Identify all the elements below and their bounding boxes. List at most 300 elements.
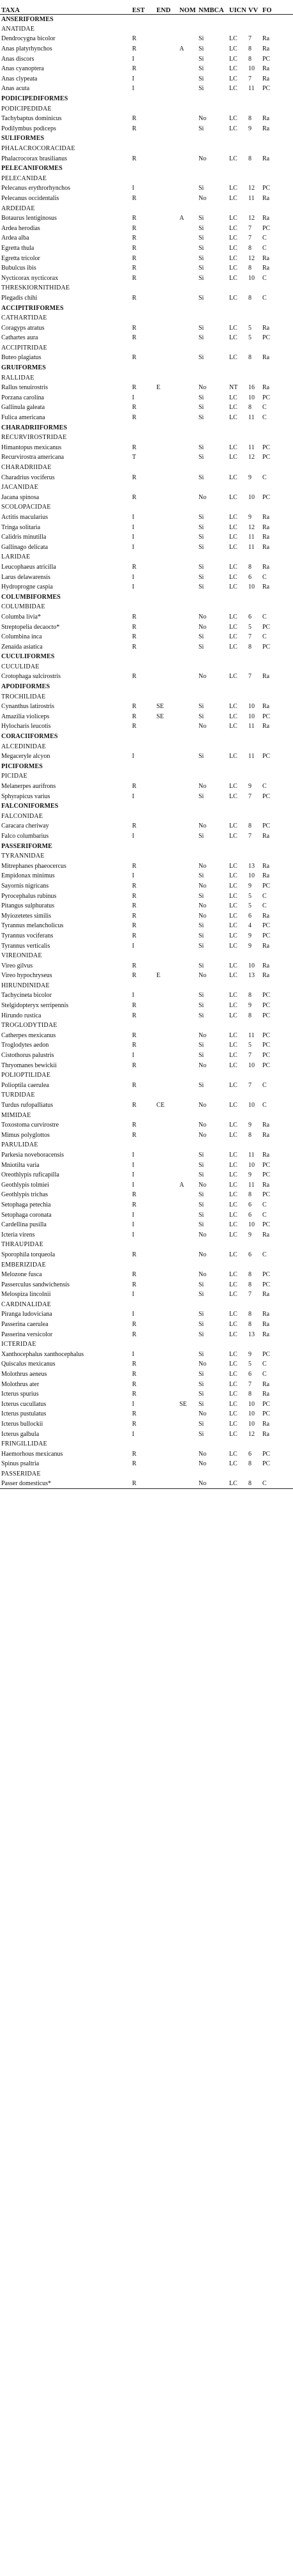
cell-fo: Ra [262,35,270,43]
cell-est: I [132,792,135,800]
cell-fo [261,164,293,174]
cell-end [155,1309,178,1320]
cell-nmbca: Si [199,534,204,541]
cell-fo: Ra [262,215,270,222]
species-row [0,831,293,842]
cell-est: I [132,583,135,591]
cell-fo: PC [262,454,271,461]
cell-end [155,582,178,592]
cell-taxa: PICIDAE [1,773,27,780]
cell-taxa: TYRANNIDAE [1,852,45,860]
cell-taxa: Icteria virens [1,1231,35,1238]
cell-nom [178,702,197,712]
cell-vv: 8 [248,55,252,63]
cell-vv [247,552,261,562]
cell-fo [261,343,293,353]
cell-nmbca: Si [199,1042,204,1049]
cell-nmbca: Si [199,523,204,531]
cell-vv: 5 [248,623,252,631]
cell-vv: 13 [248,862,255,870]
cell-nmbca: No [199,1361,207,1368]
cell-fo: Ra [262,1330,270,1338]
cell-fo: C [262,1081,267,1089]
cell-nom [178,1260,197,1270]
cell-nmbca: Si [199,404,204,412]
cell-uicn: LC [229,354,237,362]
cell-vv [247,801,261,812]
cell-taxa: Gallinula galeata [1,404,45,412]
cell-uicn: LC [229,1281,237,1288]
cell-nom [178,602,197,612]
cell-nmbca: Si [199,294,204,302]
cell-taxa: Catherpes mexicanus [1,1031,56,1039]
cell-taxa: Mimus polyglottos [1,1131,50,1139]
order-row [0,164,293,174]
cell-uicn [228,682,247,692]
cell-taxa: Pyrocephalus rubinus [1,892,57,900]
cell-nmbca: No [199,972,207,980]
cell-taxa: Geothlypis trichas [1,1191,49,1199]
cell-end [155,622,178,632]
cell-nom [178,991,197,1001]
cell-uicn [228,812,247,822]
family-row [0,482,293,493]
cell-vv [247,164,261,174]
cell-end [155,273,178,283]
cell-vv: 6 [248,1201,252,1208]
species-row [0,721,293,732]
cell-taxa: POLIOPTILIDAE [1,1072,51,1079]
cell-taxa: Hirundo rustica [1,1012,41,1019]
cell-uicn: LC [229,1221,237,1229]
cell-nmbca: Si [199,892,204,900]
cell-nom [178,1081,197,1091]
cell-uicn: LC [229,1161,237,1169]
cell-end [155,363,178,373]
species-row [0,921,293,931]
cell-end [155,891,178,901]
cell-est: I [132,992,135,999]
cell-est: I [132,185,135,192]
cell-fo: C [262,902,267,910]
cell-nmbca: Si [199,543,204,551]
species-row [0,1031,293,1041]
species-row [0,1220,293,1230]
cell-nmbca [197,24,228,35]
cell-uicn: LC [229,912,237,920]
cell-fo: PC [262,334,271,342]
family-row [0,104,293,114]
cell-end [155,293,178,304]
cell-end [155,1290,178,1300]
order-row [0,592,293,602]
cell-end [155,562,178,573]
cell-fo: Ra [262,513,270,521]
cell-vv [247,1070,261,1081]
cell-nom [178,1369,197,1380]
cell-nom [178,1419,197,1430]
cell-vv: 8 [247,1479,261,1489]
cell-nmbca: Si [199,235,204,242]
table-body [0,14,293,1489]
family-row [0,1021,293,1031]
cell-end [155,223,178,233]
header-fo: FO [261,0,293,14]
cell-vv [247,134,261,144]
cell-end [155,1339,178,1350]
cell-taxa: PASSERIFORME [1,842,52,850]
cell-nmbca: No [199,912,207,920]
cell-nom [178,174,197,184]
cell-uicn: LC [229,573,237,581]
cell-nom [178,223,197,233]
species-row [0,891,293,901]
cell-uicn: LC [229,1400,237,1408]
cell-nmbca: Si [199,703,204,711]
cell-taxa: Sayornis nigricans [1,882,49,890]
cell-fo [261,1339,293,1350]
cell-nom [178,413,197,423]
cell-fo: C [262,1371,267,1378]
cell-nom [178,851,197,861]
cell-taxa: Leucophaeus atricilla [1,563,56,571]
cell-nom [178,1290,197,1300]
family-row [0,552,293,562]
cell-est: R [132,1281,137,1288]
cell-fo: Ra [262,862,270,870]
cell-taxa: Icterus galbula [1,1430,40,1438]
cell-nmbca: Si [199,454,204,461]
cell-est: R [132,254,137,262]
cell-vv: 10 [248,583,255,591]
cell-vv: 7 [248,235,252,242]
species-row [0,1100,293,1111]
cell-end [155,114,178,124]
cell-est: I [132,534,135,541]
cell-uicn: LC [229,155,237,162]
species-row [0,452,293,463]
cell-uicn [228,502,247,513]
cell-vv: 11 [248,85,255,93]
cell-taxa: LARIDAE [1,553,31,561]
cell-uicn: LC [229,1361,237,1368]
cell-end [155,1220,178,1230]
cell-end [155,124,178,134]
cell-nom [178,712,197,722]
cell-fo: PC [262,1191,271,1199]
order-row [0,841,293,851]
cell-fo: PC [262,1221,271,1229]
cell-uicn [228,552,247,562]
cell-uicn: LC [229,443,237,451]
cell-nom [178,1359,197,1369]
cell-uicn: LC [229,523,237,531]
cell-uicn [228,662,247,672]
cell-est: R [132,1421,137,1428]
cell-end: SE [156,703,164,711]
cell-est: R [132,922,137,930]
cell-nom [178,812,197,822]
cell-end [155,422,178,433]
cell-end [155,871,178,881]
cell-taxa: Hydroprogne caspia [1,583,53,591]
cell-taxa: CORACIIFORMES [1,733,58,741]
cell-taxa: Melozone fusca [1,1271,42,1279]
cell-fo [261,313,293,323]
cell-nmbca: Si [199,792,204,800]
cell-uicn [228,134,247,144]
cell-end [155,1300,178,1310]
cell-nom [178,303,197,313]
cell-uicn: LC [229,265,237,272]
cell-est: I [132,1350,135,1358]
cell-est [131,303,155,313]
cell-taxa: FALCONIDAE [1,812,43,820]
cell-vv: 8 [248,354,252,362]
cell-vv: 7 [248,792,252,800]
cell-uicn: LC [229,414,237,422]
cell-taxa: GRUIFORMES [1,364,46,372]
cell-uicn [228,691,247,702]
cell-est [131,363,155,373]
cell-taxa: Ardea alba [1,235,29,242]
cell-nom [178,1389,197,1400]
cell-taxa: Bubulcus ibis [1,265,36,272]
cell-nom: A [179,1181,184,1189]
cell-est: R [132,1042,137,1049]
cell-vv: 11 [248,543,255,551]
cell-vv: 12 [248,454,255,461]
species-row [0,323,293,333]
cell-taxa: TROGLODYTIDAE [1,1022,57,1030]
cell-vv [247,373,261,383]
cell-nmbca [197,1300,228,1310]
cell-uicn: LC [229,563,237,571]
species-row [0,1210,293,1220]
cell-est: R [132,35,137,43]
cell-vv: 9 [248,513,252,521]
cell-taxa: Anas acuta [1,85,30,93]
cell-vv: 9 [248,783,252,791]
cell-nmbca: No [199,1031,207,1039]
cell-nom [178,502,197,513]
cell-fo [261,502,293,513]
cell-taxa: VIREONIDAE [1,952,42,960]
cell-end [155,642,178,652]
cell-est: R [132,912,137,920]
cell-vv: 8 [248,1281,252,1288]
cell-taxa: Megaceryle alcyon [1,753,50,760]
cell-vv [247,24,261,35]
cell-est: R [132,1012,137,1019]
family-row [0,1469,293,1479]
cell-uicn: LC [229,1181,237,1189]
cell-nom [178,1140,197,1150]
cell-end [155,183,178,194]
cell-est: R [132,493,137,501]
cell-uicn: LC [229,1151,237,1159]
cell-est: R [132,862,137,870]
cell-nmbca [197,134,228,144]
cell-uicn: LC [229,1291,237,1299]
cell-taxa: Mniotilta varia [1,1161,40,1169]
cell-nom [178,1100,197,1111]
cell-uicn: LC [229,1211,237,1219]
cell-fo: Ra [262,125,270,132]
cell-fo [261,482,293,493]
cell-vv: 7 [248,633,252,641]
cell-fo: Ra [262,265,270,272]
cell-nmbca: Si [199,1350,204,1358]
cell-vv [247,741,261,752]
cell-taxa: MIMIDAE [1,1111,31,1119]
cell-end [155,931,178,941]
cell-fo: Ra [262,523,270,531]
cell-vv [247,174,261,184]
cell-nmbca [197,144,228,154]
cell-vv [247,433,261,443]
cell-uicn [228,313,247,323]
cell-nom [178,911,197,921]
cell-uicn: LC [229,115,237,123]
cell-taxa: CARDINALIDAE [1,1300,51,1308]
cell-end [155,732,178,742]
cell-vv: 11 [248,534,255,541]
cell-end [155,1150,178,1161]
species-row [0,960,293,971]
cell-est [131,771,155,782]
cell-uicn: LC [229,1251,237,1258]
cell-end [155,34,178,44]
cell-taxa: Myiozetetes similis [1,912,52,920]
cell-end [155,691,178,702]
cell-est: R [132,65,137,73]
cell-nmbca: Si [199,1191,204,1199]
cell-end: E [156,972,161,980]
cell-vv: 10 [248,1061,255,1069]
cell-fo: Ra [262,1380,270,1388]
cell-nmbca: Si [199,1321,204,1329]
cell-taxa: SULIFORMES [1,135,45,143]
cell-end [155,791,178,801]
cell-end [155,1270,178,1280]
cell-end [155,1279,178,1290]
cell-nmbca: Si [199,942,204,950]
family-row [0,1240,293,1250]
cell-est: R [132,1410,137,1418]
cell-vv: 8 [248,404,252,412]
cell-end [155,463,178,473]
cell-fo [261,552,293,562]
cell-nom [178,203,197,213]
cell-end [155,1419,178,1430]
cell-uicn: LC [229,85,237,93]
species-row [0,791,293,801]
cell-nmbca: Si [199,753,204,760]
cell-nmbca [197,373,228,383]
cell-fo [261,741,293,752]
cell-uicn [228,801,247,812]
cell-uicn: LC [229,493,237,501]
cell-nmbca: Si [199,633,204,641]
cell-fo [261,851,293,861]
cell-nom [178,313,197,323]
cell-fo: Ra [262,45,270,53]
species-row [0,1400,293,1410]
cell-fo: Ra [262,254,270,262]
cell-taxa: Piranga ludoviciana [1,1311,52,1318]
cell-est: R [132,235,137,242]
cell-fo: PC [262,493,271,501]
cell-fo: C [262,274,267,282]
cell-vv: 6 [248,1211,252,1219]
species-row [0,1459,293,1469]
cell-end [155,1469,178,1479]
header-vv: VV [247,0,261,14]
species-row [0,622,293,632]
cell-taxa: Troglodytes aedon [1,1042,49,1049]
cell-uicn: LC [229,972,237,980]
cell-uicn: LC [229,1421,237,1428]
cell-vv [247,482,261,493]
species-row [0,114,293,124]
cell-est: R [132,972,137,980]
cell-nom [178,293,197,304]
cell-uicn: LC [229,185,237,192]
cell-uicn [228,841,247,851]
species-row [0,991,293,1001]
order-row [0,303,293,313]
cell-est [131,502,155,513]
cell-vv: 6 [248,573,252,581]
cell-est: I [132,1400,135,1408]
family-row [0,741,293,752]
cell-nmbca [197,801,228,812]
cell-taxa: Pelecanus erythrorhynchos [1,185,71,192]
family-row [0,851,293,861]
cell-est: I [132,872,135,880]
cell-vv: 10 [248,394,255,401]
cell-nmbca: No [199,155,207,162]
cell-nom [178,144,197,154]
cell-nom [178,1300,197,1310]
cell-est: I [132,1151,135,1159]
cell-vv: 10 [248,1161,255,1169]
cell-uicn [228,203,247,213]
cell-nom [178,592,197,602]
cell-taxa: Anas clypeata [1,75,38,82]
cell-nom [178,1279,197,1290]
cell-end [155,921,178,931]
cell-end [155,233,178,243]
cell-fo: Ra [262,1421,270,1428]
header-nmbca: NMBCA [197,0,228,14]
cell-end [155,652,178,662]
cell-vv: 5 [248,1042,252,1049]
cell-taxa: Stelgidopteryx serripennis [1,1002,69,1010]
cell-vv: 8 [248,1131,252,1139]
cell-nom [178,642,197,652]
cell-fo: PC [262,185,271,192]
cell-est: R [132,1361,137,1368]
cell-fo: Ra [262,583,270,591]
cell-est [131,283,155,293]
cell-taxa: Fulica americana [1,414,45,422]
cell-vv [247,1339,261,1350]
cell-fo: PC [262,1012,271,1019]
cell-est [131,1240,155,1250]
cell-nmbca: Si [199,1371,204,1378]
